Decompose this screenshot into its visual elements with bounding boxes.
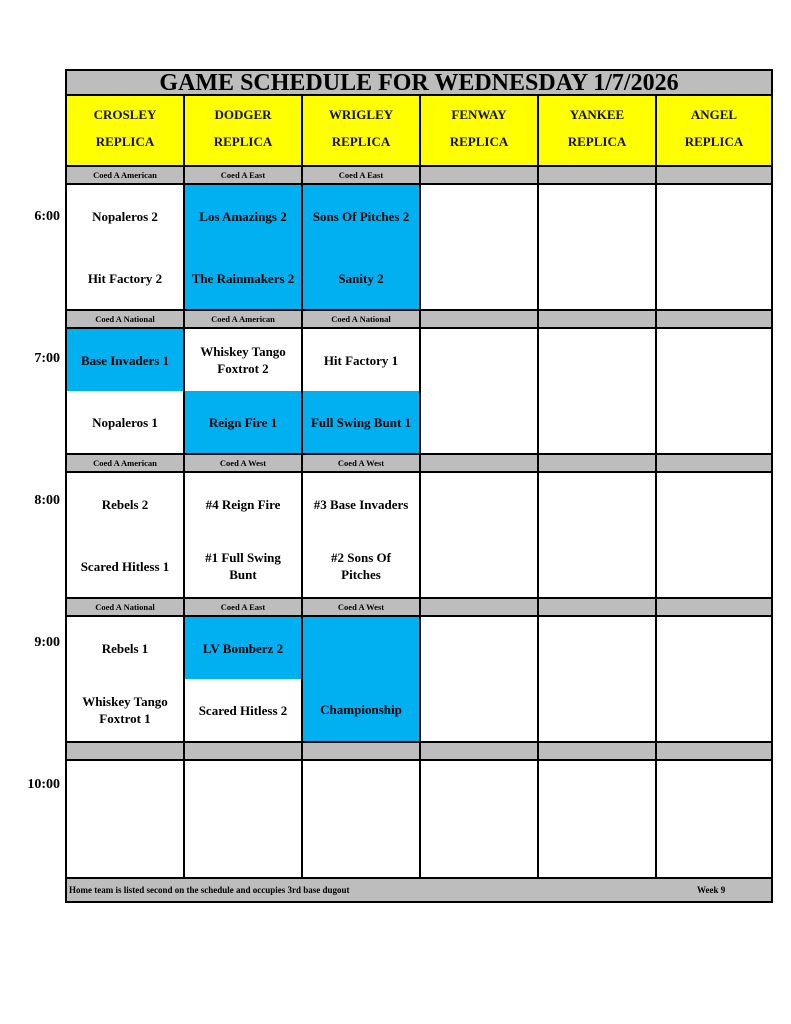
field-header-fenway (421, 96, 539, 167)
division-band: Coed A East (185, 599, 303, 617)
field-type: REPLICA (213, 134, 273, 149)
field-name: DODGER (214, 107, 272, 122)
game-team-home: Reign Fire 1 (185, 391, 303, 455)
empty-slot (539, 617, 657, 743)
time-label: 9:00 (34, 635, 60, 650)
schedule-sheet (65, 69, 773, 903)
empty-slot (539, 329, 657, 455)
division-band (421, 311, 539, 329)
game-team-away: #3 Base Invaders (303, 473, 421, 535)
game-team-home: Hit Factory 2 (67, 247, 185, 311)
division-band (539, 599, 657, 617)
empty-slot (657, 329, 771, 455)
game-team-home: #2 Sons Of Pitches (303, 535, 421, 599)
game-team-home: Nopaleros 1 (67, 391, 185, 455)
time-column (0, 0, 66, 1024)
empty-slot (421, 761, 539, 879)
game-team-away: #4 Reign Fire (185, 473, 303, 535)
division-band: Coed A American (67, 455, 185, 473)
field-header-crosley (67, 96, 185, 167)
field-header-angel (657, 96, 771, 167)
game-team-home: Scared Hitless 1 (67, 535, 185, 599)
division-band: Coed A East (185, 167, 303, 185)
division-band (657, 311, 771, 329)
division-band (67, 743, 185, 761)
field-type: REPLICA (449, 134, 509, 149)
field-name: WRIGLEY (328, 107, 394, 122)
division-band (421, 167, 539, 185)
empty-slot (67, 761, 185, 879)
game-team-away: Base Invaders 1 (67, 329, 185, 391)
empty-slot (421, 329, 539, 455)
field-type: REPLICA (95, 134, 155, 149)
game-team-home: Full Swing Bunt 1 (303, 391, 421, 455)
empty-slot (421, 185, 539, 311)
division-band (303, 743, 421, 761)
division-band (539, 167, 657, 185)
division-band: Coed A National (67, 599, 185, 617)
division-band (657, 455, 771, 473)
empty-slot (657, 473, 771, 599)
empty-slot (421, 617, 539, 743)
field-type: REPLICA (331, 134, 391, 149)
game-team-away: Whiskey Tango Foxtrot 2 (185, 329, 303, 391)
game-team-away: Los Amazings 2 (185, 185, 303, 247)
field-header-yankee (539, 96, 657, 167)
field-header-wrigley (303, 96, 421, 167)
game-team-away: LV Bomberz 2 (185, 617, 303, 679)
division-band: Coed A American (67, 167, 185, 185)
championship-game: Championship (303, 617, 421, 743)
division-band (421, 599, 539, 617)
game-team-away: Nopaleros 2 (67, 185, 185, 247)
division-band (185, 743, 303, 761)
division-band: Coed A West (303, 599, 421, 617)
game-team-away: Hit Factory 1 (303, 329, 421, 391)
time-label: 10:00 (27, 777, 60, 792)
division-band (657, 743, 771, 761)
game-team-home: Scared Hitless 2 (185, 679, 303, 743)
field-type: REPLICA (567, 134, 627, 149)
field-name: YANKEE (569, 107, 625, 122)
empty-slot (539, 473, 657, 599)
empty-slot (303, 761, 421, 879)
game-team-home: The Rainmakers 2 (185, 247, 303, 311)
empty-slot (539, 761, 657, 879)
empty-slot (657, 761, 771, 879)
game-team-home: Whiskey Tango Foxtrot 1 (67, 679, 185, 743)
division-band: Coed A American (185, 311, 303, 329)
footer-bar (67, 879, 771, 901)
game-team-away: Sons Of Pitches 2 (303, 185, 421, 247)
division-band: Coed A National (303, 311, 421, 329)
division-band: Coed A East (303, 167, 421, 185)
empty-slot (421, 473, 539, 599)
division-band (539, 743, 657, 761)
game-team-home: Sanity 2 (303, 247, 421, 311)
game-team-away: Rebels 1 (67, 617, 185, 679)
empty-slot (185, 761, 303, 879)
field-header-dodger (185, 96, 303, 167)
division-band (657, 167, 771, 185)
time-label: 7:00 (34, 351, 60, 366)
empty-slot (539, 185, 657, 311)
division-band: Coed A National (67, 311, 185, 329)
footer-note: Home team is listed second on the schedule and occupies 3rd base dugout (69, 885, 350, 895)
division-band (539, 311, 657, 329)
empty-slot (657, 617, 771, 743)
time-label: 8:00 (34, 493, 60, 508)
field-type: REPLICA (684, 134, 744, 149)
division-band (539, 455, 657, 473)
field-name: ANGEL (690, 107, 738, 122)
division-band: Coed A West (185, 455, 303, 473)
field-name: FENWAY (451, 107, 507, 122)
game-team-away: Rebels 2 (67, 473, 185, 535)
division-band (657, 599, 771, 617)
page-title: GAME SCHEDULE FOR WEDNESDAY 1/7/2026 (67, 71, 771, 96)
division-band (421, 743, 539, 761)
field-name: CROSLEY (93, 107, 157, 122)
game-team-home: #1 Full Swing Bunt (185, 535, 303, 599)
week-label: Week 9 (697, 885, 726, 895)
division-band: Coed A West (303, 455, 421, 473)
time-label: 6:00 (34, 209, 60, 224)
empty-slot (657, 185, 771, 311)
division-band (421, 455, 539, 473)
